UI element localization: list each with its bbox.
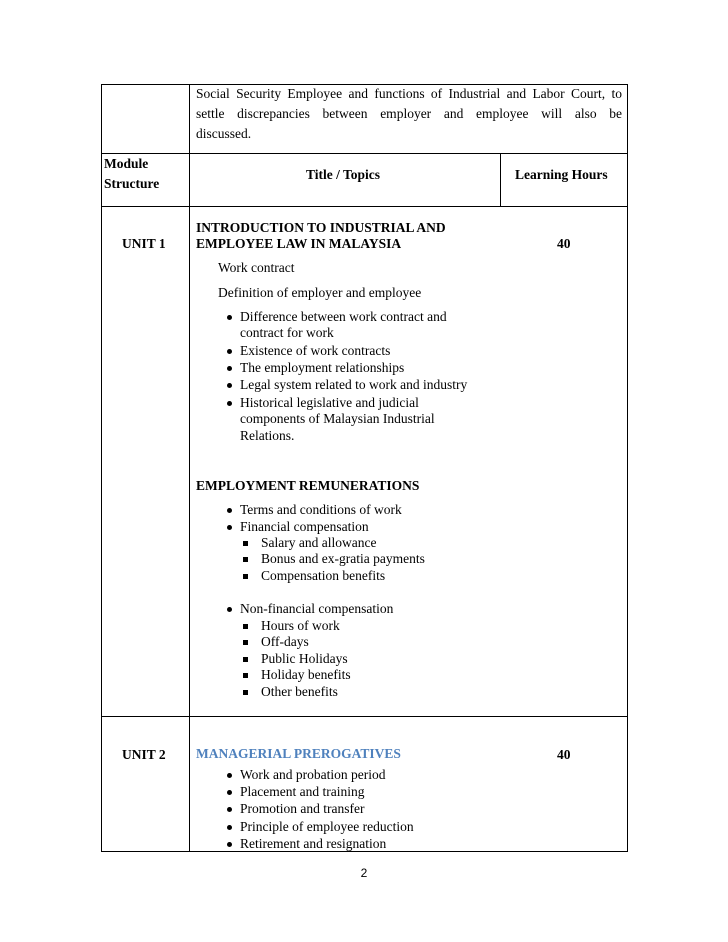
bullet-icon (227, 366, 232, 371)
unit1-title: EMPLOYEE LAW IN MALAYSIA (196, 236, 402, 251)
intro-paragraph (196, 84, 622, 144)
sub-list-item: Salary and allowance (261, 535, 377, 550)
header-title-topics: Title / Topics (306, 167, 381, 182)
square-bullet-icon (243, 690, 248, 695)
table-right-border (627, 84, 628, 852)
bullet-icon (227, 349, 232, 354)
list-item: Retirement and resignation (240, 836, 387, 851)
list-item: Historical legislative and judicial (240, 395, 419, 410)
bullet-icon (227, 401, 232, 406)
unit1-hours: 40 (557, 236, 571, 251)
unit1-title: INTRODUCTION TO INDUSTRIAL AND (196, 220, 446, 235)
header-structure: Structure (104, 176, 160, 191)
square-bullet-icon (243, 574, 248, 579)
column-divider-header (500, 153, 501, 207)
list-item: components of Malaysian Industrial (240, 411, 435, 426)
square-bullet-icon (243, 657, 248, 662)
unit2-title: MANAGERIAL PREROGATIVES (196, 746, 401, 761)
table-left-border (101, 84, 102, 852)
bullet-icon (227, 773, 232, 778)
intro-line: discussed. (196, 126, 252, 141)
square-bullet-icon (243, 541, 248, 546)
sub-list-item: Hours of work (261, 618, 340, 633)
unit1-subheading: Definition of employer and employee (218, 285, 422, 300)
list-item: The employment relationships (240, 360, 405, 375)
square-bullet-icon (243, 557, 248, 562)
bullet-icon (227, 825, 232, 830)
unit2-hours: 40 (557, 747, 571, 762)
bullet-icon (227, 525, 232, 530)
row-divider (101, 716, 628, 717)
square-bullet-icon (243, 640, 248, 645)
sub-list-item: Other benefits (261, 684, 338, 699)
unit2-label: UNIT 2 (122, 747, 166, 762)
list-item: Placement and training (240, 784, 365, 799)
bullet-icon (227, 790, 232, 795)
intro-line: Social Security Employee and functions of Industrial and Labor Court, to (196, 86, 622, 101)
unit1-subheading: Work contract (218, 260, 295, 275)
bullet-icon (227, 607, 232, 612)
list-item: Legal system related to work and industry (240, 377, 468, 392)
sub-list-item: Bonus and ex-gratia payments (261, 551, 425, 566)
list-item: Relations. (240, 428, 295, 443)
page-number: 2 (360, 866, 368, 880)
list-item: Work and probation period (240, 767, 386, 782)
header-module: Module (104, 156, 149, 171)
list-item: Non-financial compensation (240, 601, 394, 616)
bullet-icon (227, 508, 232, 513)
list-item: contract for work (240, 325, 334, 340)
bullet-icon (227, 383, 232, 388)
sub-list-item: Off-days (261, 634, 309, 649)
unit1-label: UNIT 1 (122, 236, 166, 251)
section-title-remunerations: EMPLOYMENT REMUNERATIONS (196, 478, 420, 493)
list-item: Principle of employee reduction (240, 819, 414, 834)
sub-list-item: Public Holidays (261, 651, 348, 666)
square-bullet-icon (243, 624, 248, 629)
sub-list-item: Compensation benefits (261, 568, 386, 583)
row-divider (101, 153, 628, 154)
list-item: Promotion and transfer (240, 801, 365, 816)
list-item: Difference between work contract and (240, 309, 447, 324)
bullet-icon (227, 807, 232, 812)
row-divider (101, 206, 628, 207)
bullet-icon (227, 842, 232, 847)
bullet-icon (227, 315, 232, 320)
list-item: Terms and conditions of work (240, 502, 402, 517)
column-divider (189, 84, 190, 852)
intro-line: settle discrepancies between employer and employee will also be (196, 106, 622, 121)
sub-list-item: Holiday benefits (261, 667, 351, 682)
square-bullet-icon (243, 673, 248, 678)
header-learning-hours: Learning Hours (515, 167, 608, 182)
list-item: Financial compensation (240, 519, 369, 534)
list-item: Existence of work contracts (240, 343, 391, 358)
